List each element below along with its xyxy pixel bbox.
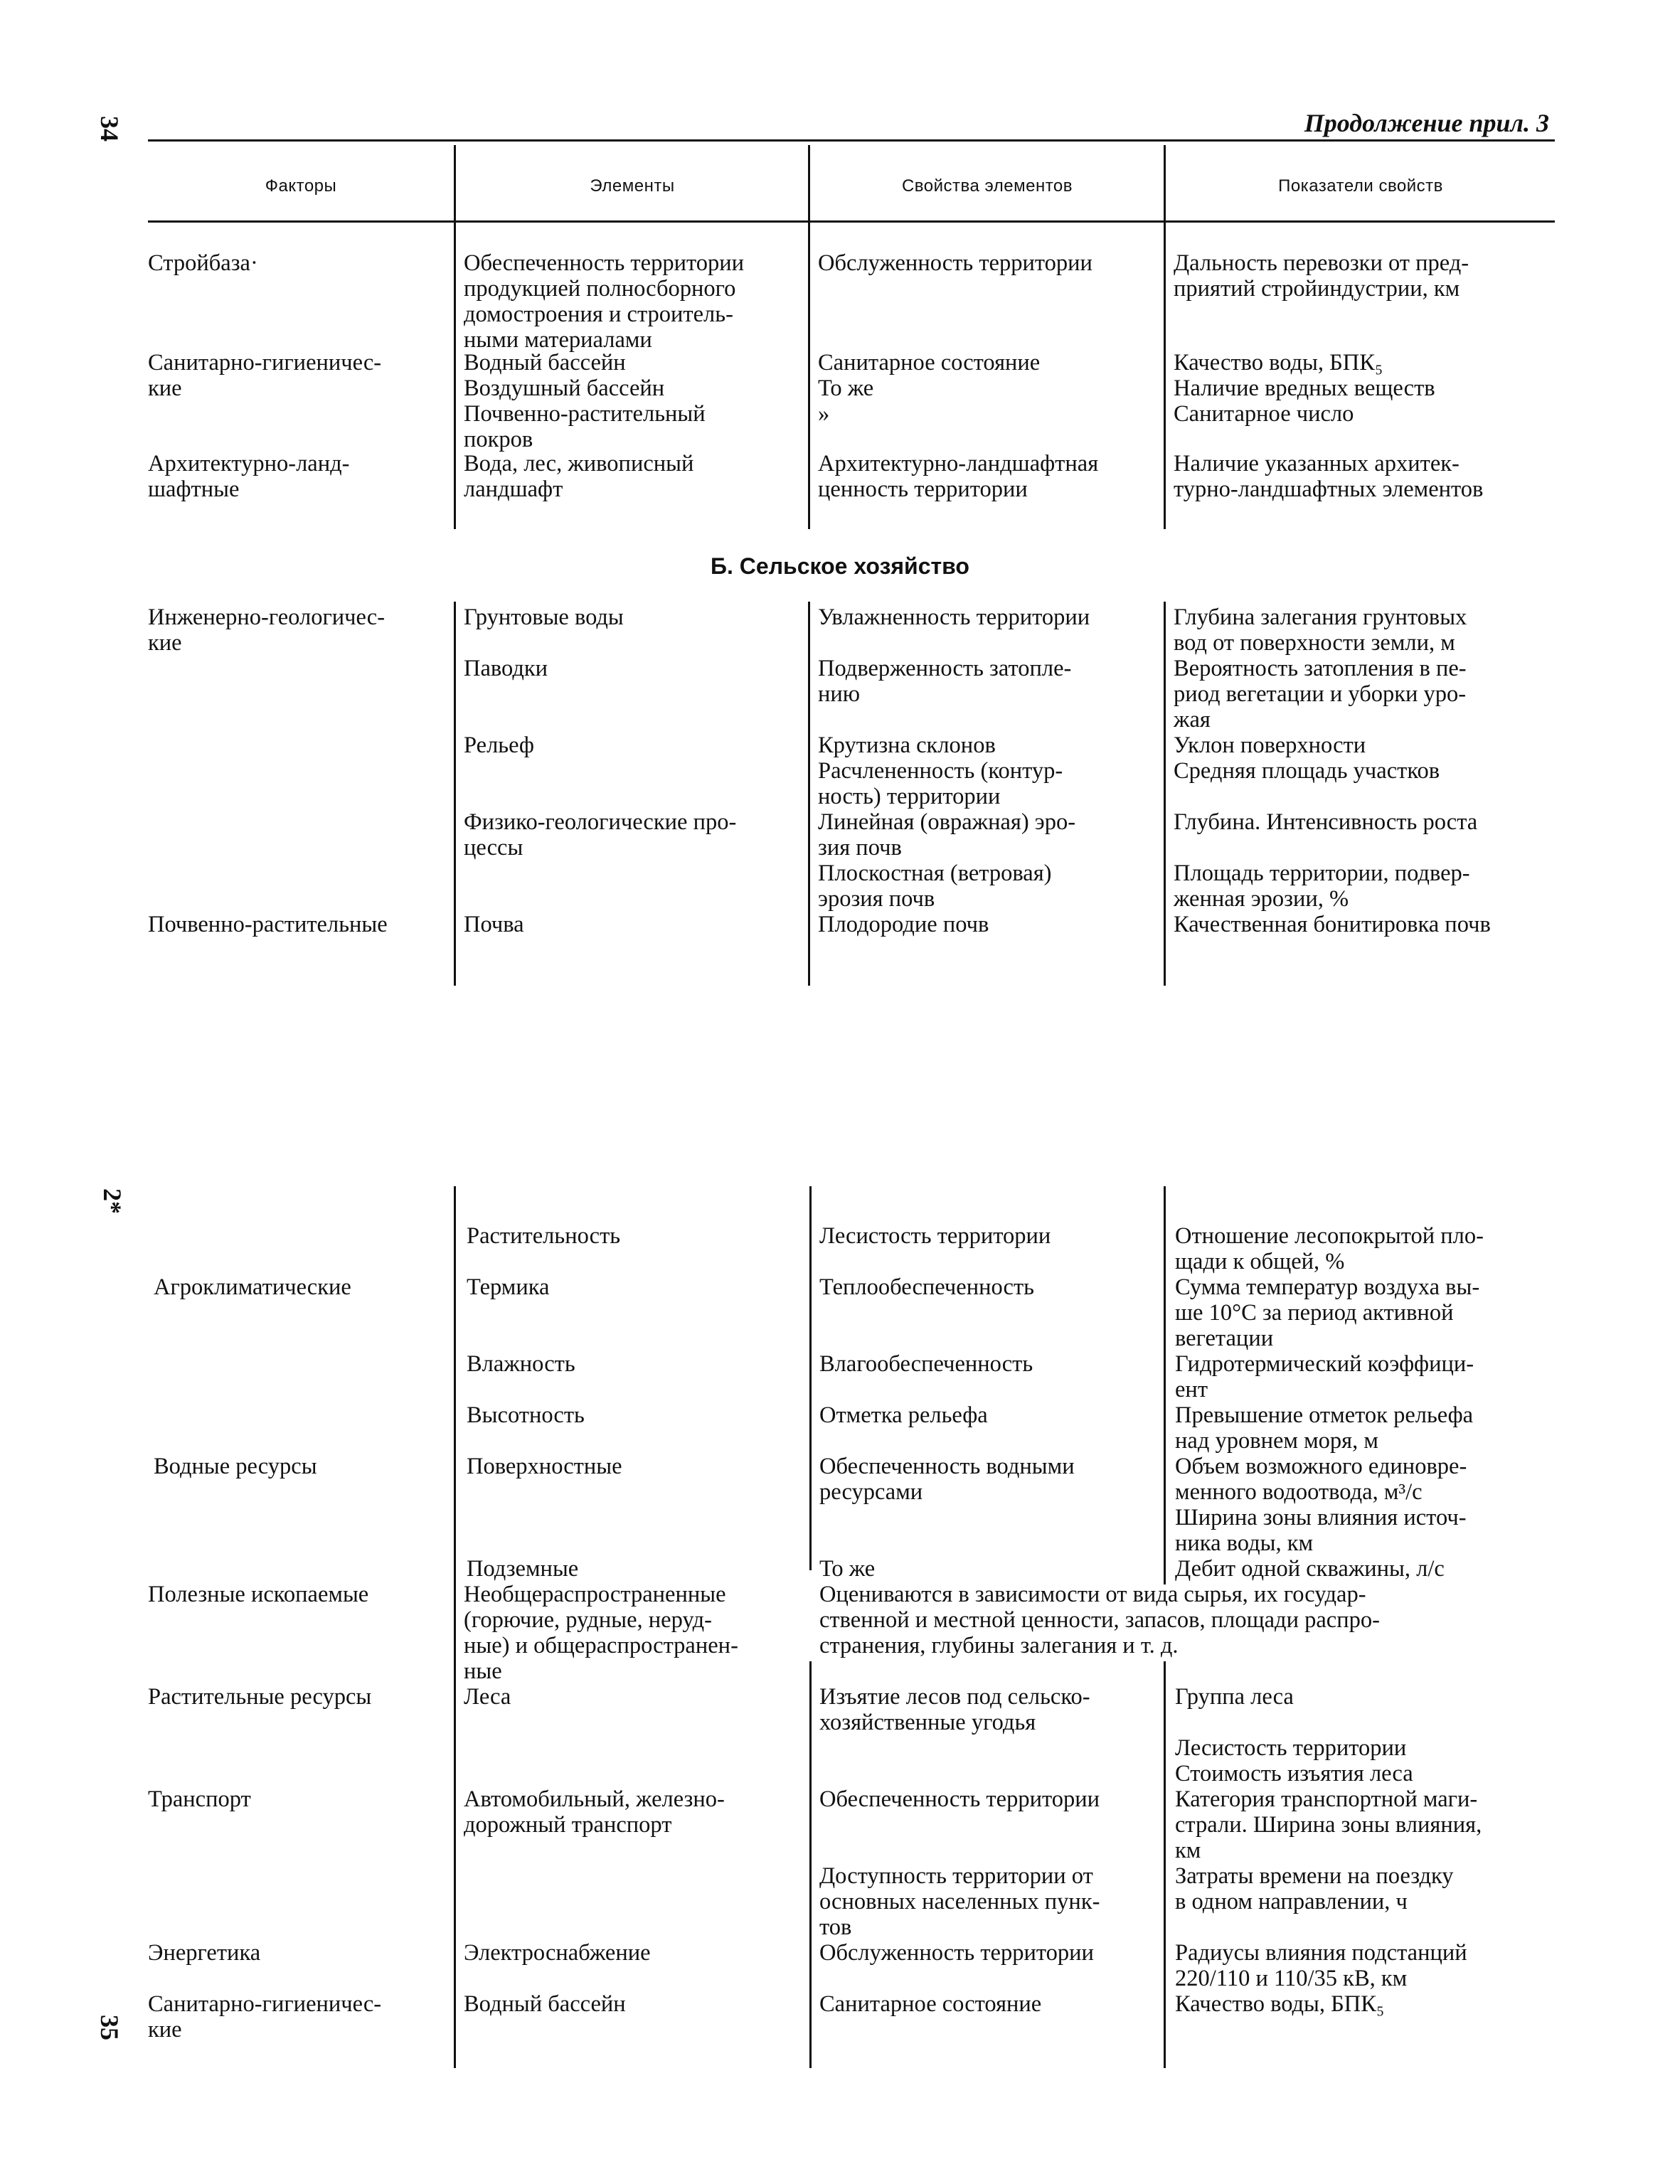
factor-cell: Растительные ресурсы bbox=[148, 1684, 372, 1710]
element-cell: Водный бассейн bbox=[464, 1991, 626, 2017]
indicator-cell: Наличие указанных архитек- турно-ландшафтных элементов bbox=[1174, 451, 1484, 502]
indicator-cell: Группа леса Лесистость территории Стоимость изъятия леса bbox=[1175, 1684, 1413, 1786]
element-cell: Высотность bbox=[467, 1402, 585, 1428]
property-cell: Обслуженность территории bbox=[818, 250, 1092, 276]
col-divider bbox=[808, 145, 810, 529]
element-cell: Физико-геологические про- цессы bbox=[464, 809, 737, 861]
property-cell: Теплообеспеченность bbox=[819, 1274, 1034, 1300]
indicator-cell: Отношение лесопокрытой пло- щади к общей, % bbox=[1175, 1223, 1484, 1274]
factor-cell: Инженерно-геологичес- кие bbox=[148, 604, 386, 656]
continuation-title: Продолжение прил. 3 bbox=[1304, 109, 1549, 137]
indicator-cell: Гидротермический коэффици- ент bbox=[1175, 1351, 1474, 1402]
element-cell: Влажность bbox=[467, 1351, 575, 1377]
indicator-cell: Уклон поверхности Средняя площадь участков bbox=[1174, 733, 1440, 784]
header-elements: Элементы bbox=[590, 176, 675, 196]
property-cell: Крутизна склонов Расчлененность (контур- ность) территории bbox=[818, 733, 1063, 809]
header-indicators: Показатели свойств bbox=[1278, 176, 1443, 196]
factor-cell: Санитарно-гигиеничес- кие bbox=[148, 1991, 382, 2042]
property-cell: То же bbox=[819, 1556, 876, 1582]
indicator-cell: Качество воды, БПК₅ Наличие вредных веществ Санитарное число bbox=[1174, 350, 1435, 427]
element-cell: Поверхностные bbox=[467, 1454, 622, 1479]
property-cell: Увлажненность территории bbox=[818, 604, 1090, 630]
col-divider bbox=[454, 602, 456, 986]
factor-cell: Водные ресурсы bbox=[154, 1454, 317, 1479]
property-cell: Обеспеченность территории bbox=[819, 1786, 1100, 1812]
element-cell: Растительность bbox=[467, 1223, 621, 1249]
factor-cell: Полезные ископаемые bbox=[148, 1582, 369, 1607]
indicator-cell: Дальность перевозки от пред- приятий стройиндустрии, км bbox=[1174, 250, 1469, 302]
indicator-cell: Вероятность затопления в пе- риод вегетации и уборки уро- жая bbox=[1174, 656, 1467, 733]
property-cell: Санитарное состояние То же » bbox=[818, 350, 1041, 427]
header-rule bbox=[148, 220, 1555, 223]
indicator-cell: Объем возможного единовре- менного водоотвода, м³/с Ширина зоны влияния источ- ника воды, км bbox=[1175, 1454, 1467, 1556]
factor-cell: Архитектурно-ланд- шафтные bbox=[148, 451, 350, 502]
indicator-cell: Затраты времени на поездку в одном направлении, ч bbox=[1175, 1863, 1454, 1914]
element-cell: Почва bbox=[464, 912, 524, 937]
page-number-top: 34 bbox=[95, 116, 124, 142]
page-number-bottom: 35 bbox=[95, 2015, 124, 2040]
property-cell: Плодородие почв bbox=[818, 912, 989, 937]
element-cell: Грунтовые воды bbox=[464, 604, 624, 630]
element-cell: Обеспеченность территории продукцией полносборного домостроения и строитель- ными материалами bbox=[464, 250, 745, 353]
indicator-cell: Радиусы влияния подстанций 220/110 и 110/35 кВ, км bbox=[1175, 1940, 1467, 1991]
indicator-cell: Качественная бонитировка почв bbox=[1174, 912, 1491, 937]
property-cell: Отметка рельефа bbox=[819, 1402, 988, 1428]
element-cell: Паводки bbox=[464, 656, 548, 681]
col-divider bbox=[1164, 602, 1166, 986]
property-cell: Линейная (овражная) эро- зия почв Плоскостная (ветровая) эрозия почв bbox=[818, 809, 1076, 912]
factor-cell: Стройбаза· bbox=[148, 250, 258, 276]
factor-cell: Транспорт bbox=[148, 1786, 251, 1812]
col-divider bbox=[454, 1186, 456, 2068]
factor-cell: Агроклиматические bbox=[154, 1274, 351, 1300]
factor-cell: Санитарно-гигиеничес- кие bbox=[148, 350, 382, 401]
element-cell: Необщераспространенные (горючие, рудные, неруд- ные) и общераспространен- ные bbox=[464, 1582, 738, 1684]
indicator-cell: Дебит одной скважины, л/с bbox=[1175, 1556, 1445, 1582]
property-cell: Изъятие лесов под сельско- хозяйственные угодья bbox=[819, 1684, 1090, 1735]
indicator-cell: Глубина залегания грунтовых вод от поверхности земли, м bbox=[1174, 604, 1467, 656]
col-divider bbox=[1164, 1661, 1166, 2068]
col-divider bbox=[808, 602, 810, 986]
col-divider bbox=[1164, 145, 1166, 529]
property-cell: Доступность территории от основных населенных пунк- тов bbox=[819, 1863, 1100, 1940]
factor-cell: Энергетика bbox=[148, 1940, 261, 1966]
property-cell: Обеспеченность водными ресурсами bbox=[819, 1454, 1075, 1505]
indicator-cell: Категория транспортной маги- страли. Ширина зоны влияния, км bbox=[1175, 1786, 1482, 1863]
signature-mark: 2* bbox=[98, 1188, 127, 1214]
element-cell: Водный бассейн Воздушный бассейн Почвенно-растительный покров bbox=[464, 350, 706, 452]
col-divider bbox=[809, 1186, 812, 1570]
element-cell: Термика bbox=[467, 1274, 550, 1300]
property-cell: Архитектурно-ландшафтная ценность территории bbox=[818, 451, 1099, 502]
top-rule bbox=[148, 139, 1555, 142]
indicator-cell: Глубина. Интенсивность роста Площадь территории, подвер- женная эрозии, % bbox=[1174, 809, 1478, 912]
indicator-cell: Качество воды, БПК₅ bbox=[1175, 1991, 1385, 2017]
element-cell: Автомобильный, железно- дорожный транспорт bbox=[464, 1786, 725, 1838]
element-cell: Рельеф bbox=[464, 733, 534, 758]
indicator-cell: Сумма температур воздуха вы- ше 10°С за период активной вегетации bbox=[1175, 1274, 1480, 1351]
property-cell: Оцениваются в зависимости от вида сырья, их государ- ственной и местной ценности, запасов, площади распро- странения, глубины залегания и т. д. bbox=[819, 1582, 1380, 1658]
property-cell: Обслуженность территории bbox=[819, 1940, 1094, 1966]
property-cell: Санитарное состояние bbox=[819, 1991, 1042, 2017]
element-cell: Леса bbox=[464, 1684, 511, 1710]
col-divider bbox=[809, 1661, 812, 2068]
indicator-cell: Превышение отметок рельефа над уровнем моря, м bbox=[1175, 1402, 1474, 1454]
header-properties: Свойства элементов bbox=[901, 176, 1073, 196]
section-title: Б. Сельское хозяйство bbox=[711, 553, 969, 579]
property-cell: Лесистость территории bbox=[819, 1223, 1051, 1249]
element-cell: Вода, лес, живописный ландшафт bbox=[464, 451, 694, 502]
factor-cell: Почвенно-растительные bbox=[148, 912, 388, 937]
col-divider bbox=[1164, 1186, 1166, 1584]
header-factors: Факторы bbox=[265, 176, 337, 196]
property-cell: Подверженность затопле- нию bbox=[818, 656, 1072, 707]
col-divider bbox=[454, 145, 456, 529]
property-cell: Влагообеспеченность bbox=[819, 1351, 1033, 1377]
element-cell: Электроснабжение bbox=[464, 1940, 651, 1966]
element-cell: Подземные bbox=[467, 1556, 579, 1582]
